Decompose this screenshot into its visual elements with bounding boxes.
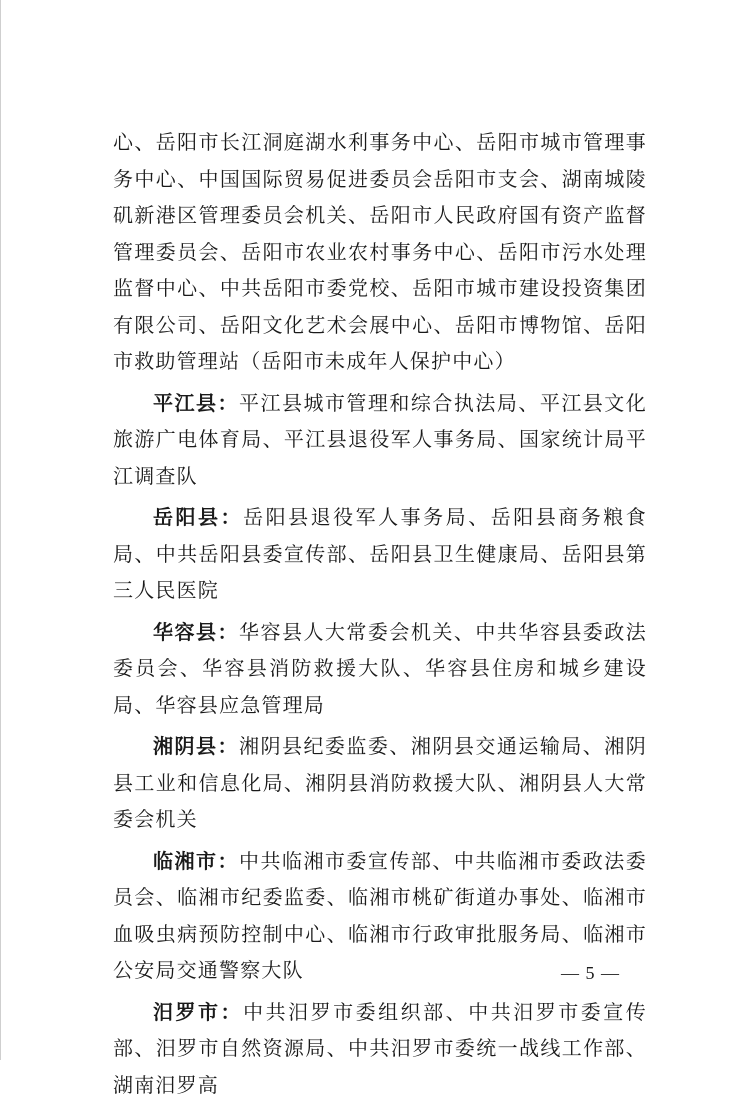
section-huarong [113, 614, 647, 724]
section-text: 湘阴县纪委监委、湘阴县交通运输局、湘阴县工业和信息化局、湘阴县消防救援大队、湘阴县人大常委会机关 [113, 734, 647, 831]
section-label: 华容县： [153, 620, 239, 644]
section-label: 平江县： [153, 391, 239, 415]
section-label: 湘阴县： [153, 734, 239, 758]
section-miluo [113, 994, 647, 1103]
page-number: — 5 — [561, 963, 620, 984]
section-text: 华容县人大常委会机关、中共华容县委政法委员会、华容县消防救援大队、华容县住房和城乡建设局、华容县应急管理局 [113, 620, 647, 717]
intro-paragraph: 心、岳阳市长江洞庭湖水利事务中心、岳阳市城市管理事务中心、中国国际贸易促进委员会岳阳市支会、湖南城陵矶新港区管理委员会机关、岳阳市人民政府国有资产监督管理委员会、岳阳市农业农村事务中心、岳阳市污水处理监督中心、中共岳阳市委党校、岳阳市城市建设投资集团有限公司、岳阳文化艺术会展中心、岳阳市博物馆、岳阳市救助管理站（岳阳市未成年人保护中心） [113, 124, 647, 380]
section-pingjiang [113, 385, 647, 495]
section-text: 平江县城市管理和综合执法局、平江县文化旅游广电体育局、平江县退役军人事务局、国家统计局平江调查队 [113, 391, 647, 488]
section-xiangyin [113, 728, 647, 838]
section-yueyang [113, 499, 647, 609]
section-text: 中共临湘市委宣传部、中共临湘市委政法委员会、临湘市纪委监委、临湘市桃矿街道办事处、临湘市血吸虫病预防控制中心、临湘市行政审批服务局、临湘市公安局交通警察大队 [113, 849, 647, 983]
section-label: 临湘市： [153, 849, 239, 873]
document-body [113, 124, 647, 1103]
section-text: 岳阳县退役军人事务局、岳阳县商务粮食局、中共岳阳县委宣传部、岳阳县卫生健康局、岳阳县第三人民医院 [113, 505, 647, 602]
section-label: 汨罗市： [153, 1000, 243, 1024]
section-text: 中共汨罗市委组织部、中共汨罗市委宣传部、汨罗市自然资源局、中共汨罗市委统一战线工作部、湖南汨罗高 [113, 1000, 647, 1097]
section-label: 岳阳县： [153, 505, 243, 529]
